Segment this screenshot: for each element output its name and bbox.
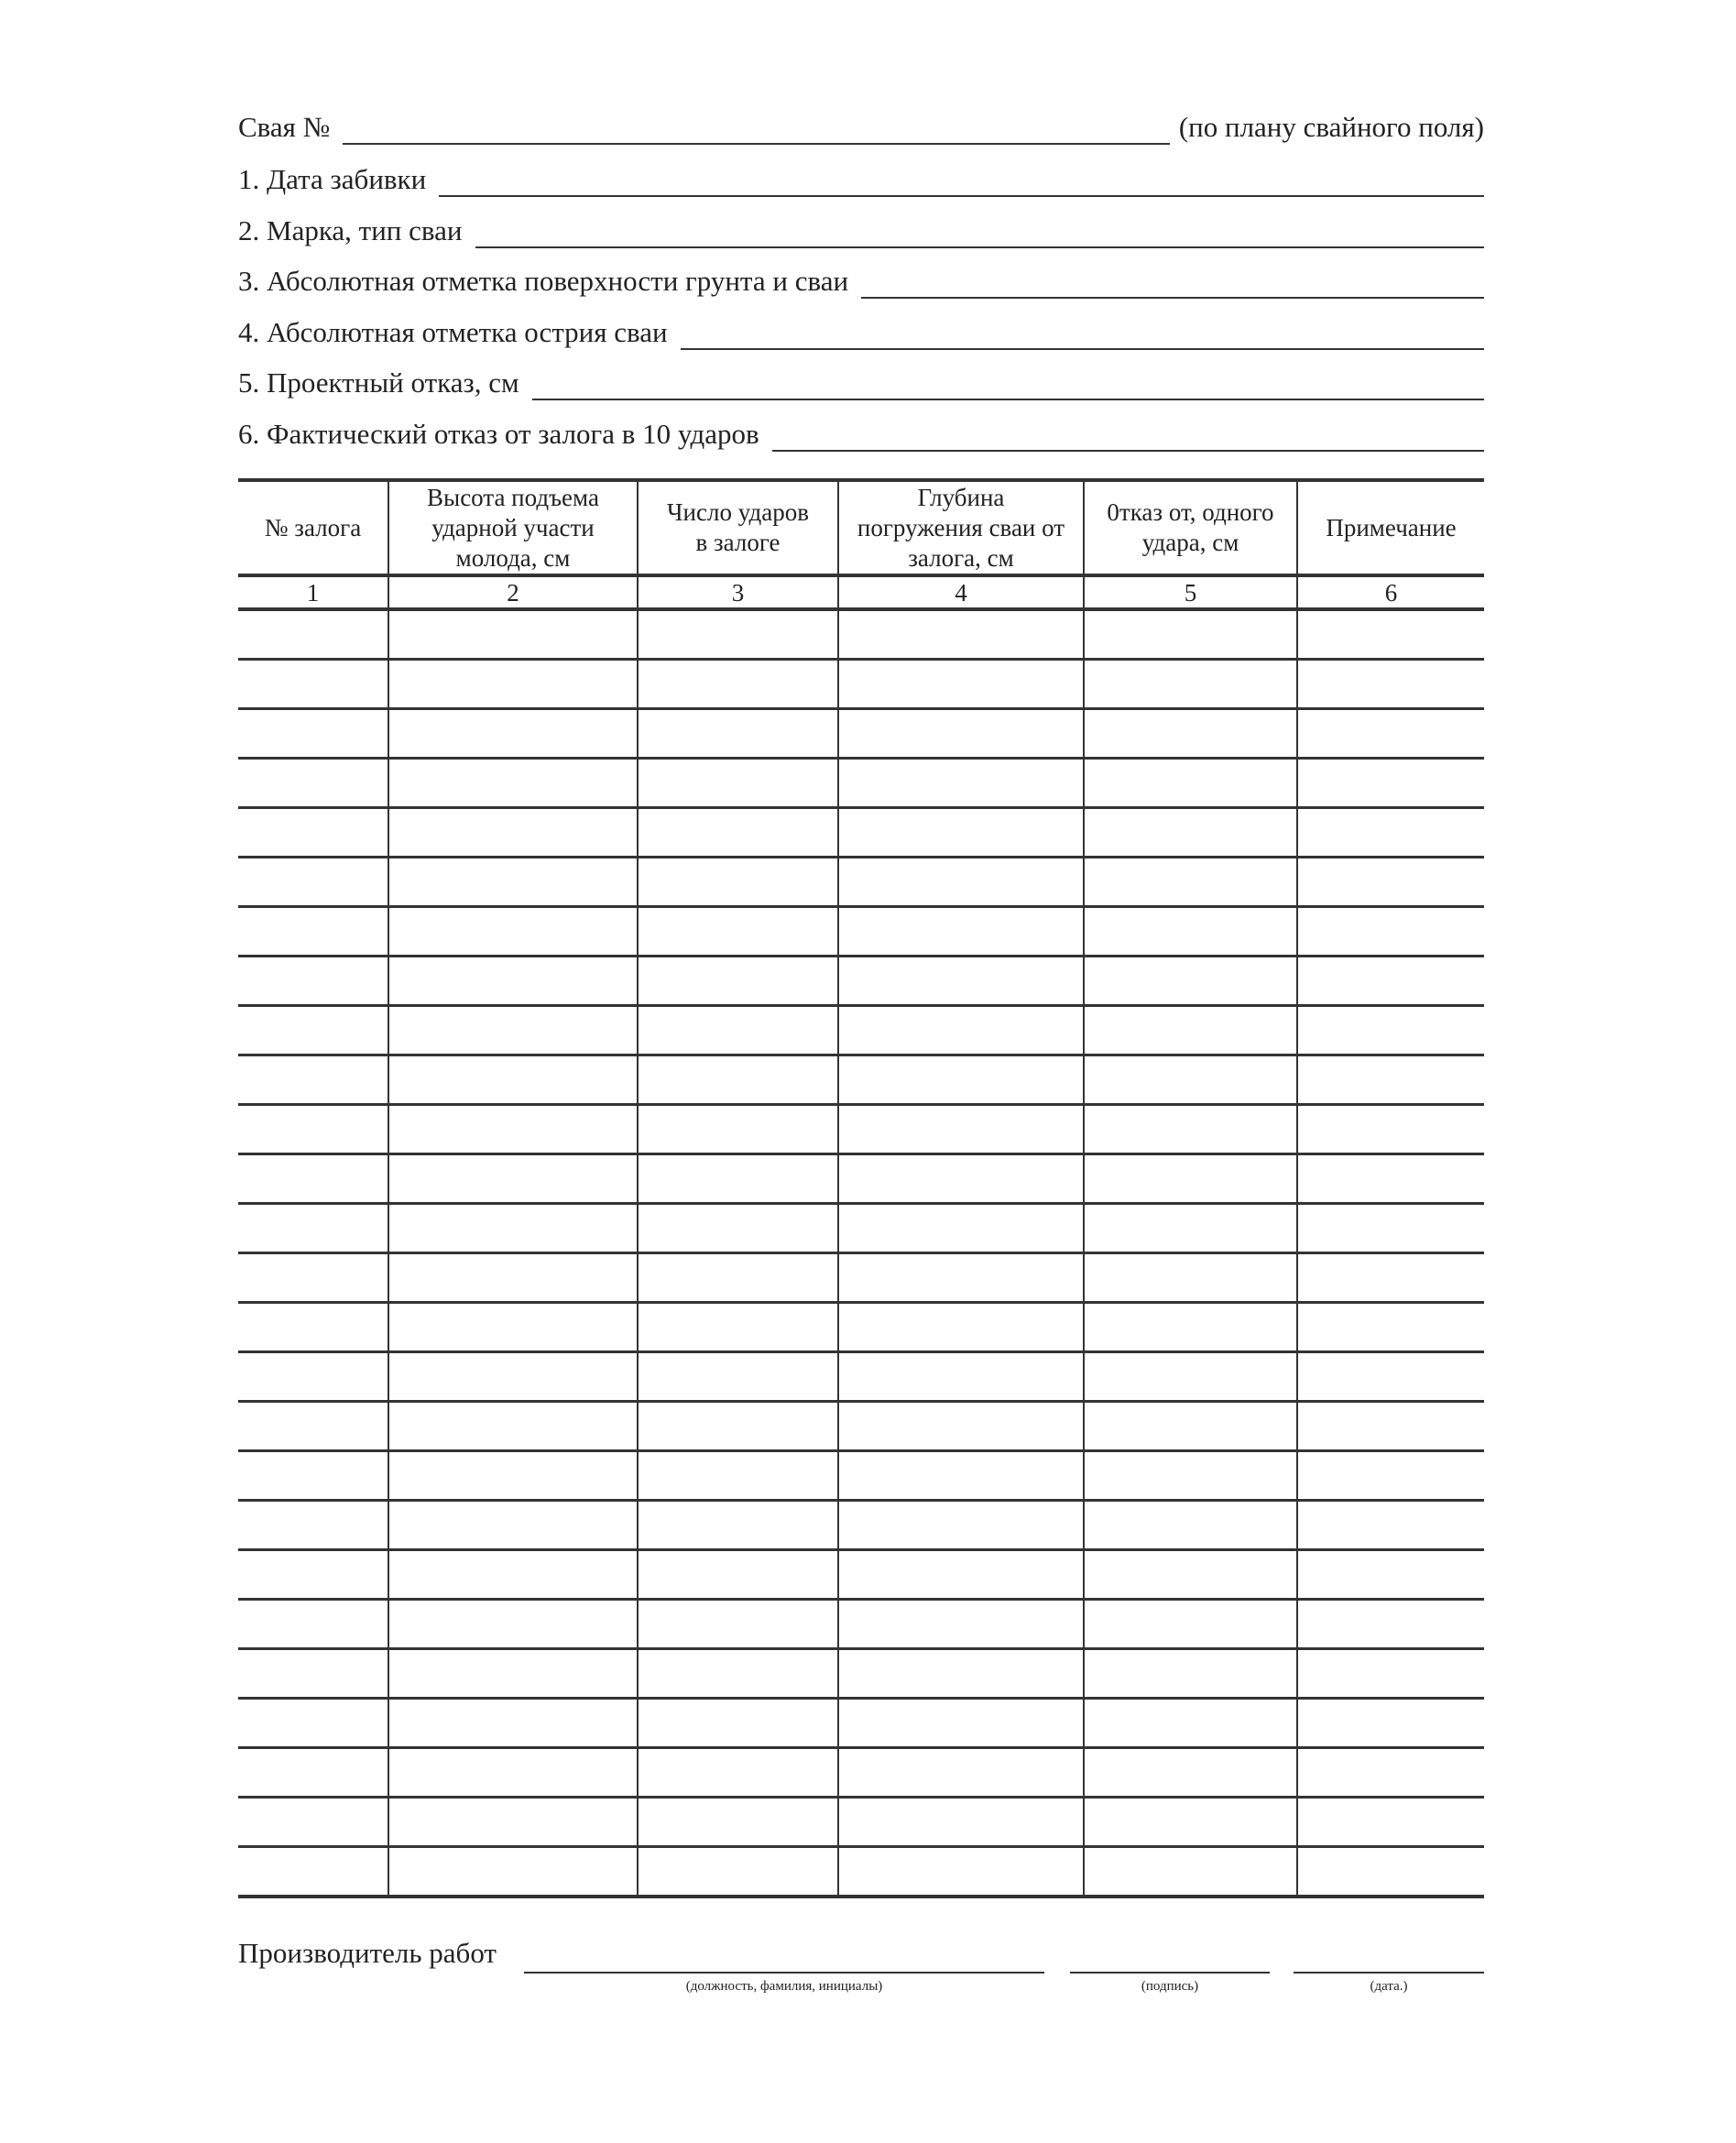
- field-row: [238, 262, 1484, 299]
- table-cell[interactable]: [1297, 1699, 1484, 1748]
- table-cell[interactable]: [238, 609, 388, 660]
- col-number: 5: [1084, 575, 1297, 609]
- table-cell[interactable]: [388, 808, 638, 858]
- table-cell[interactable]: [388, 1649, 638, 1699]
- table-cell[interactable]: [1297, 1006, 1484, 1055]
- table-cell[interactable]: [388, 1402, 638, 1451]
- table-cell[interactable]: [638, 1402, 838, 1451]
- date-line[interactable]: [1294, 1939, 1484, 1974]
- table-cell[interactable]: [238, 1699, 388, 1748]
- table-cell[interactable]: [638, 1847, 838, 1897]
- field-label: 1. Дата забивки: [238, 163, 427, 195]
- table-cell[interactable]: [238, 858, 388, 907]
- col-number: 2: [388, 575, 638, 609]
- table-cell[interactable]: [388, 1847, 638, 1897]
- field-input-line[interactable]: [439, 168, 1484, 197]
- field-input-line[interactable]: [532, 371, 1484, 400]
- table-cell[interactable]: [1297, 1253, 1484, 1303]
- table-cell[interactable]: [1084, 1649, 1297, 1699]
- table-cell[interactable]: [388, 660, 638, 709]
- table-cell[interactable]: [1084, 1451, 1297, 1501]
- table-cell[interactable]: [388, 907, 638, 957]
- table-cell[interactable]: [1084, 1600, 1297, 1649]
- table-cell[interactable]: [638, 1451, 838, 1501]
- table-cell[interactable]: [638, 808, 838, 858]
- col-number: 1: [238, 575, 388, 609]
- table-cell[interactable]: [1084, 907, 1297, 957]
- table-row: [238, 660, 1484, 709]
- table-cell[interactable]: [838, 1204, 1084, 1253]
- table-cell[interactable]: [838, 759, 1084, 808]
- table-row: [238, 1154, 1484, 1204]
- table-cell[interactable]: [1297, 1055, 1484, 1105]
- table-row: [238, 1501, 1484, 1550]
- table-cell[interactable]: [638, 660, 838, 709]
- column-number-row: [238, 575, 1484, 609]
- table-cell[interactable]: [638, 1006, 838, 1055]
- table-cell[interactable]: [238, 1055, 388, 1105]
- table-cell[interactable]: [1297, 1600, 1484, 1649]
- table-cell[interactable]: [1297, 808, 1484, 858]
- table-cell[interactable]: [388, 1055, 638, 1105]
- table-cell[interactable]: [1297, 858, 1484, 907]
- table-cell[interactable]: [1084, 759, 1297, 808]
- table-cell[interactable]: [1084, 660, 1297, 709]
- table-cell[interactable]: [388, 1550, 638, 1600]
- table-cell[interactable]: [1084, 858, 1297, 907]
- table-cell[interactable]: [1297, 1105, 1484, 1154]
- table-cell[interactable]: [388, 1253, 638, 1303]
- table-cell[interactable]: [638, 1253, 838, 1303]
- table-cell[interactable]: [238, 1105, 388, 1154]
- table-cell[interactable]: [638, 1204, 838, 1253]
- table-cell[interactable]: [1297, 660, 1484, 709]
- table-cell[interactable]: [388, 759, 638, 808]
- col-header-set-number: № залога: [238, 480, 388, 575]
- table-cell[interactable]: [1297, 1154, 1484, 1204]
- table-cell[interactable]: [388, 1204, 638, 1253]
- table-cell[interactable]: [238, 1154, 388, 1204]
- table-cell[interactable]: [238, 1600, 388, 1649]
- table-cell[interactable]: [1084, 1501, 1297, 1550]
- table-cell[interactable]: [1084, 1006, 1297, 1055]
- table-cell[interactable]: [1084, 808, 1297, 858]
- table-cell[interactable]: [238, 1798, 388, 1847]
- table-cell[interactable]: [238, 1253, 388, 1303]
- table-cell[interactable]: [638, 709, 838, 759]
- table-cell[interactable]: [238, 1550, 388, 1600]
- table-row: [238, 957, 1484, 1006]
- table-cell[interactable]: [238, 1402, 388, 1451]
- table-cell[interactable]: [1297, 957, 1484, 1006]
- table-cell[interactable]: [838, 858, 1084, 907]
- table-cell[interactable]: [1084, 1204, 1297, 1253]
- table-cell[interactable]: [1297, 1451, 1484, 1501]
- table-cell[interactable]: [638, 957, 838, 1006]
- table-cell[interactable]: [638, 1600, 838, 1649]
- table-cell[interactable]: [1084, 1699, 1297, 1748]
- table-row: [238, 1798, 1484, 1847]
- field-label: 5. Проектный отказ, см: [238, 366, 519, 399]
- table-cell[interactable]: [1084, 1798, 1297, 1847]
- table-cell[interactable]: [1297, 1798, 1484, 1847]
- table-row: [238, 1550, 1484, 1600]
- table-cell[interactable]: [238, 808, 388, 858]
- field-row: [238, 160, 1484, 197]
- table-row: [238, 1699, 1484, 1748]
- table-cell[interactable]: [838, 660, 1084, 709]
- table-cell[interactable]: [838, 1055, 1084, 1105]
- table-cell[interactable]: [1084, 1303, 1297, 1352]
- table-row: [238, 1352, 1484, 1402]
- table-cell[interactable]: [1084, 1154, 1297, 1204]
- table-cell[interactable]: [388, 1798, 638, 1847]
- table-row: [238, 858, 1484, 907]
- field-input-line[interactable]: [475, 219, 1485, 248]
- table-cell[interactable]: [838, 1105, 1084, 1154]
- table-cell[interactable]: [838, 1451, 1084, 1501]
- table-cell[interactable]: [238, 1847, 388, 1897]
- table-cell[interactable]: [838, 709, 1084, 759]
- field-label: 6. Фактический отказ от залога в 10 ударов: [238, 418, 759, 450]
- table-cell[interactable]: [238, 1451, 388, 1501]
- col-number: 6: [1297, 575, 1484, 609]
- table-cell[interactable]: [1297, 1204, 1484, 1253]
- table-row: [238, 1451, 1484, 1501]
- table-cell[interactable]: [238, 1303, 388, 1352]
- table-cell[interactable]: [638, 1154, 838, 1204]
- pile-number-row: [238, 108, 1484, 145]
- table-cell[interactable]: [1297, 1550, 1484, 1600]
- table-cell[interactable]: [1297, 609, 1484, 660]
- table-cell[interactable]: [638, 1501, 838, 1550]
- table-cell[interactable]: [388, 609, 638, 660]
- table-row: [238, 1847, 1484, 1897]
- table-cell[interactable]: [838, 907, 1084, 957]
- table-cell[interactable]: [838, 1847, 1084, 1897]
- foreman-label: Производитель работ: [238, 1937, 497, 1969]
- table-cell[interactable]: [838, 1253, 1084, 1303]
- table-cell[interactable]: [638, 1550, 838, 1600]
- table-row: [238, 1402, 1484, 1451]
- table-cell[interactable]: [388, 1006, 638, 1055]
- col-header-hammer-lift-height: Высота подъема ударной участи молода, см: [388, 480, 638, 575]
- table-cell[interactable]: [638, 1748, 838, 1798]
- table-cell[interactable]: [838, 808, 1084, 858]
- table-cell[interactable]: [388, 1154, 638, 1204]
- table-cell[interactable]: [838, 957, 1084, 1006]
- table-row: [238, 808, 1484, 858]
- table-cell[interactable]: [1084, 1748, 1297, 1798]
- table-cell[interactable]: [238, 1501, 388, 1550]
- table-cell[interactable]: [838, 1154, 1084, 1204]
- table-cell[interactable]: [838, 609, 1084, 660]
- signature-caption: (подпись): [1141, 1979, 1199, 1994]
- field-label: 4. Абсолютная отметка острия сваи: [238, 316, 668, 348]
- table-row: [238, 1600, 1484, 1649]
- table-cell[interactable]: [838, 1699, 1084, 1748]
- table-cell[interactable]: [388, 709, 638, 759]
- signature-line[interactable]: [1070, 1939, 1270, 1974]
- col-header-refusal-per-blow: 0тказ от, одного удара, см: [1084, 480, 1297, 575]
- date-caption: (дата.): [1370, 1979, 1408, 1994]
- table-cell[interactable]: [1297, 1352, 1484, 1402]
- name-signature-line[interactable]: [524, 1939, 1044, 1974]
- table-cell[interactable]: [638, 1352, 838, 1402]
- table-cell[interactable]: [1297, 759, 1484, 808]
- table-cell[interactable]: [838, 1600, 1084, 1649]
- table-cell[interactable]: [838, 1303, 1084, 1352]
- table-cell[interactable]: [638, 1699, 838, 1748]
- col-header-blows-in-set: Число ударов в залоге: [638, 480, 838, 575]
- table-row: [238, 1649, 1484, 1699]
- table-cell[interactable]: [388, 858, 638, 907]
- table-cell[interactable]: [638, 1303, 838, 1352]
- table-row: [238, 1055, 1484, 1105]
- table-cell[interactable]: [1297, 1402, 1484, 1451]
- table-cell[interactable]: [388, 1501, 638, 1550]
- col-number: 3: [638, 575, 838, 609]
- table-cell[interactable]: [638, 1105, 838, 1154]
- table-cell[interactable]: [1084, 1105, 1297, 1154]
- table-row: [238, 1303, 1484, 1352]
- name-caption: (должность, фамилия, инициалы): [685, 1979, 883, 1994]
- table-cell[interactable]: [238, 759, 388, 808]
- table-cell[interactable]: [388, 1105, 638, 1154]
- table-cell[interactable]: [388, 1451, 638, 1501]
- table-row: [238, 609, 1484, 660]
- table-cell[interactable]: [388, 957, 638, 1006]
- table-cell[interactable]: [1297, 709, 1484, 759]
- pile-number-label: Свая №: [238, 111, 331, 143]
- col-number: 4: [838, 575, 1084, 609]
- table-cell[interactable]: [1084, 1402, 1297, 1451]
- table-cell[interactable]: [238, 1748, 388, 1798]
- table-row: [238, 1006, 1484, 1055]
- table-row: [238, 1105, 1484, 1154]
- table-cell[interactable]: [838, 1550, 1084, 1600]
- table-cell[interactable]: [838, 1402, 1084, 1451]
- table-cell[interactable]: [1084, 1847, 1297, 1897]
- table-cell[interactable]: [388, 1748, 638, 1798]
- table-row: [238, 1748, 1484, 1798]
- field-label: 3. Абсолютная отметка поверхности грунта и сваи: [238, 265, 849, 297]
- field-row: [238, 415, 1484, 452]
- table-cell[interactable]: [1297, 907, 1484, 957]
- table-cell[interactable]: [1084, 1055, 1297, 1105]
- table-cell[interactable]: [1084, 1550, 1297, 1600]
- table-cell[interactable]: [388, 1352, 638, 1402]
- field-row: [238, 212, 1484, 248]
- signature-block: [238, 1931, 1484, 1995]
- table-cell[interactable]: [838, 1748, 1084, 1798]
- table-header-row: [238, 480, 1484, 575]
- table-row: [238, 759, 1484, 808]
- table-cell[interactable]: [238, 660, 388, 709]
- table-cell[interactable]: [638, 1055, 838, 1105]
- table-cell[interactable]: [838, 1006, 1084, 1055]
- field-row: [238, 364, 1484, 400]
- pile-number-suffix: (по плану свайного поля): [1178, 111, 1484, 143]
- table-cell[interactable]: [238, 709, 388, 759]
- table-cell[interactable]: [838, 1798, 1084, 1847]
- table-cell[interactable]: [638, 1649, 838, 1699]
- field-input-line[interactable]: [772, 422, 1484, 452]
- table-cell[interactable]: [1084, 1253, 1297, 1303]
- table-cell[interactable]: [238, 1204, 388, 1253]
- table-cell[interactable]: [388, 1303, 638, 1352]
- table-cell[interactable]: [388, 1699, 638, 1748]
- table-cell[interactable]: [1297, 1303, 1484, 1352]
- driving-log-table: [238, 478, 1484, 1898]
- table-row: [238, 709, 1484, 759]
- field-label: 2. Марка, тип сваи: [238, 214, 463, 246]
- table-cell[interactable]: [638, 609, 838, 660]
- pile-number-field[interactable]: [343, 115, 1170, 145]
- table-cell[interactable]: [1084, 709, 1297, 759]
- field-input-line[interactable]: [681, 321, 1484, 350]
- table-cell[interactable]: [238, 957, 388, 1006]
- table-cell[interactable]: [638, 858, 838, 907]
- table-cell[interactable]: [1297, 1748, 1484, 1798]
- table-cell[interactable]: [388, 1600, 638, 1649]
- table-row: [238, 907, 1484, 957]
- table-cell[interactable]: [238, 907, 388, 957]
- table-row: [238, 1253, 1484, 1303]
- table-row: [238, 1204, 1484, 1253]
- table-cell[interactable]: [838, 1649, 1084, 1699]
- table-cell[interactable]: [638, 759, 838, 808]
- col-header-penetration-depth: Глубина погружения сваи от залога, см: [838, 480, 1084, 575]
- table-cell[interactable]: [1084, 1352, 1297, 1402]
- table-cell[interactable]: [1297, 1649, 1484, 1699]
- table-cell[interactable]: [638, 907, 838, 957]
- field-input-line[interactable]: [861, 269, 1484, 299]
- table-cell[interactable]: [1084, 957, 1297, 1006]
- table-cell[interactable]: [238, 1006, 388, 1055]
- table-cell[interactable]: [1297, 1501, 1484, 1550]
- table-cell[interactable]: [1297, 1847, 1484, 1897]
- table-cell[interactable]: [838, 1501, 1084, 1550]
- table-cell[interactable]: [638, 1798, 838, 1847]
- table-cell[interactable]: [238, 1352, 388, 1402]
- field-row: [238, 313, 1484, 350]
- table-cell[interactable]: [238, 1649, 388, 1699]
- table-cell[interactable]: [838, 1352, 1084, 1402]
- table-cell[interactable]: [1084, 609, 1297, 660]
- col-header-note: Примечание: [1297, 480, 1484, 575]
